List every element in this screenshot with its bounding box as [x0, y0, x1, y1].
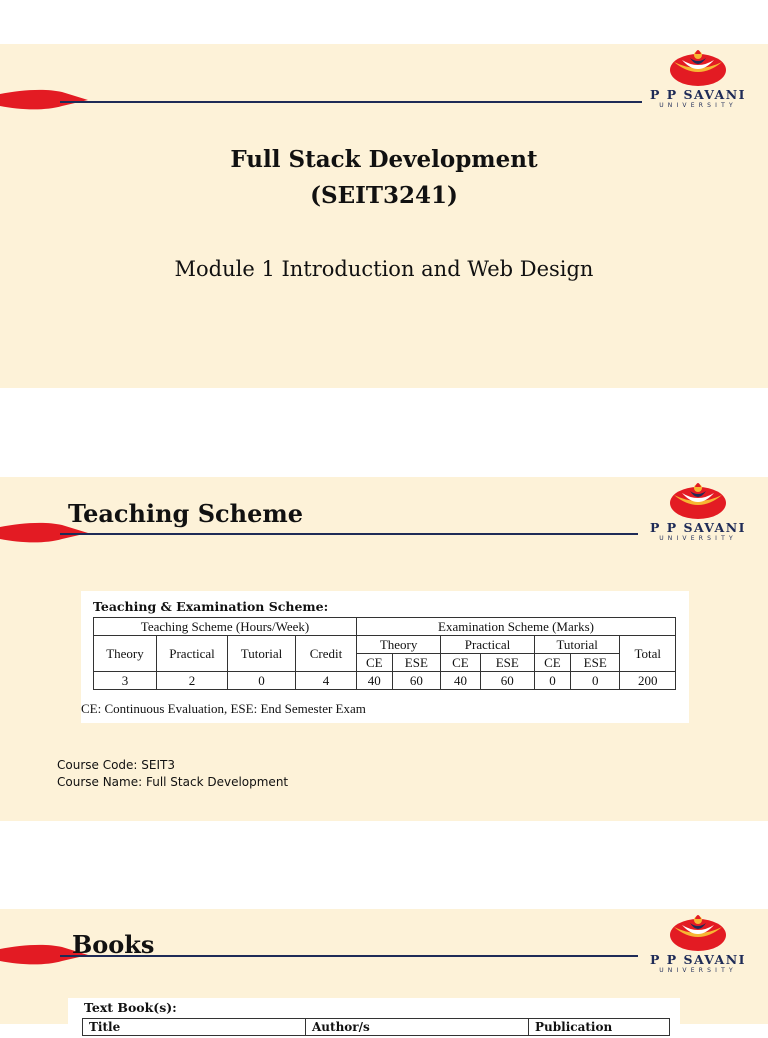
col-tutorial: Tutorial: [228, 636, 296, 672]
exam-theory: Theory: [357, 636, 441, 654]
course-code-title: (SEIT3241): [310, 182, 458, 209]
col-credit: Credit: [296, 636, 357, 672]
slide-heading: Books: [72, 930, 155, 959]
cell-tutorial-ce: 0: [534, 672, 570, 690]
teaching-scheme-slide: [0, 477, 768, 821]
header-rule: [60, 101, 642, 103]
sub-ce: CE: [441, 654, 481, 672]
logo-emblem-icon: [668, 913, 728, 953]
course-title: Full Stack Development: [230, 146, 538, 173]
cell-practical-ese: 60: [480, 672, 534, 690]
scheme-image-box: [81, 591, 689, 723]
sub-ce: CE: [357, 654, 393, 672]
module-subtitle: Module 1 Introduction and Web Design: [174, 257, 594, 281]
cell-credit: 4: [296, 672, 357, 690]
cell-tutorial-hours: 0: [228, 672, 296, 690]
sub-ce: CE: [534, 654, 570, 672]
course-name-text: Course Name: Full Stack Development: [57, 775, 289, 789]
sub-ese: ESE: [571, 654, 620, 672]
cell-total: 200: [620, 672, 676, 690]
scheme-caption: Teaching & Examination Scheme:: [93, 599, 329, 614]
slide-heading: Teaching Scheme: [68, 499, 304, 528]
cell-theory-ce: 40: [357, 672, 393, 690]
cell-practical-hours: 2: [157, 672, 228, 690]
sub-ese: ESE: [392, 654, 441, 672]
exam-tutorial: Tutorial: [534, 636, 620, 654]
table-row: [94, 672, 676, 690]
logo-name: P P SAVANI: [649, 520, 747, 535]
university-logo: [642, 913, 754, 973]
cell-theory-ese: 60: [392, 672, 441, 690]
university-logo: [642, 481, 754, 541]
col-practical: Practical: [157, 636, 228, 672]
books-slide: [0, 909, 768, 1034]
course-code-text: Course Code: SEIT3: [57, 758, 175, 772]
red-brush-stroke: [0, 86, 90, 114]
col-author: Author/s: [306, 1019, 529, 1036]
textbook-caption: Text Book(s):: [84, 1000, 177, 1015]
title-slide: [0, 44, 768, 388]
exam-practical: Practical: [441, 636, 535, 654]
logo-subtext: UNIVERSITY: [659, 102, 737, 109]
col-total: Total: [620, 636, 676, 672]
logo-emblem-icon: [668, 48, 728, 88]
col-title: Title: [83, 1019, 306, 1036]
header-rule: [60, 533, 638, 535]
logo-emblem-icon: [668, 481, 728, 521]
books-image-box: [68, 998, 680, 1038]
scheme-footnote: CE: Continuous Evaluation, ESE: End Semester Exam: [81, 701, 366, 716]
col-publication: Publication: [529, 1019, 670, 1036]
cell-practical-ce: 40: [441, 672, 481, 690]
exam-scheme-header: Examination Scheme (Marks): [357, 618, 676, 636]
col-theory: Theory: [94, 636, 157, 672]
table-row: [83, 1019, 670, 1036]
logo-subtext: UNIVERSITY: [659, 535, 737, 542]
logo-subtext: UNIVERSITY: [659, 967, 737, 974]
sub-ese: ESE: [480, 654, 534, 672]
cell-tutorial-ese: 0: [571, 672, 620, 690]
teaching-exam-table: [93, 617, 676, 690]
books-table: [82, 1018, 670, 1036]
cell-theory-hours: 3: [94, 672, 157, 690]
logo-name: P P SAVANI: [649, 87, 747, 102]
university-logo: [642, 48, 754, 108]
teaching-scheme-header: Teaching Scheme (Hours/Week): [94, 618, 357, 636]
logo-name: P P SAVANI: [649, 952, 747, 967]
